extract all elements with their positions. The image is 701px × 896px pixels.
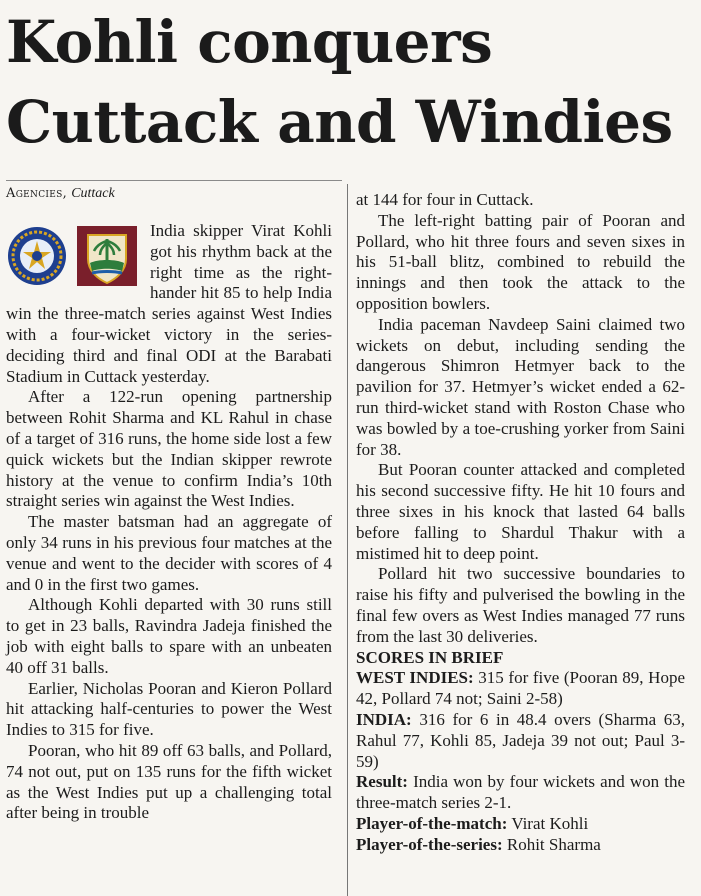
score-text: Rohit Sharma bbox=[506, 834, 601, 854]
score-text: India won by four wickets and won the three-match series 2-1. bbox=[356, 772, 685, 813]
paragraph: Although Kohli departed with 30 runs still to get in 23 balls, Ravindra Jadeja finished the job with eight balls to spare with an unbeaten 40 off 31 balls. bbox=[6, 595, 332, 677]
article-column-1 bbox=[6, 221, 332, 824]
scores-in-brief bbox=[356, 648, 685, 856]
score-west-indies bbox=[356, 668, 685, 710]
column-divider bbox=[347, 184, 348, 896]
paragraph: Pooran, who hit 89 off 63 balls, and Pollard, 74 not out, put on 135 runs for the fifth wicket as the West Indies put up a challenging total after being in trouble bbox=[6, 740, 332, 823]
player-of-the-match bbox=[356, 814, 685, 835]
paragraph: at 144 for four in Cuttack. bbox=[356, 190, 534, 209]
score-label: Player-of-the-match: bbox=[356, 813, 508, 833]
scores-heading: SCORES IN BRIEF bbox=[356, 647, 504, 667]
windies-logo-icon bbox=[76, 225, 138, 287]
player-of-the-series bbox=[356, 835, 685, 856]
headline-line-1: Kohli conquers bbox=[6, 8, 493, 76]
byline-rule bbox=[6, 180, 342, 181]
score-label: Player-of-the-series: bbox=[356, 834, 503, 854]
paragraph: Earlier, Nicholas Pooran and Kieron Pollard hit attacking half-centuries to power the West Indies to 315 for five. bbox=[6, 678, 332, 740]
score-india bbox=[356, 710, 685, 772]
paragraph: The master batsman had an aggregate of only 34 runs in his previous four matches at the venue and went to the decider with scores of 4 and 0 in the first two games. bbox=[6, 512, 332, 594]
score-label: Result: bbox=[356, 772, 408, 792]
paragraph: But Pooran counter attacked and completed his second successive fifty. He hit 10 fours and three sixes in his knock that lasted 64 balls before falling to Shardul Thakur with a mistimed hit to deep point. bbox=[356, 460, 685, 563]
score-text: 316 for 6 in 48.4 overs (Sharma 63, Rahul 77, Kohli 85, Jadeja 39 not out; Paul 3-59) bbox=[356, 709, 685, 771]
byline-agency: Agencies, bbox=[6, 186, 68, 201]
score-result bbox=[356, 772, 685, 814]
score-label: INDIA: bbox=[356, 709, 412, 729]
score-text: 315 for five (Pooran 89, Hope 42, Pollard 74 not; Saini 2-58) bbox=[356, 668, 685, 709]
paragraph: India skipper Virat Kohli got his rhythm back at the right time as the right-hander hit 85 to help India win the three-match series against West Indies with a four-wicket victory in the series-deciding third and final ODI at the Barabati Stadium in Cuttack yesterday. bbox=[6, 221, 332, 386]
byline bbox=[6, 184, 115, 204]
byline-city: Cuttack bbox=[71, 186, 115, 201]
team-logos bbox=[6, 223, 144, 291]
bcci-logo-icon bbox=[6, 225, 68, 287]
paragraph: Pollard hit two successive boundaries to raise his fifty and pulverised the bowling in the final few overs as West Indies managed 77 runs from the last 30 deliveries. bbox=[356, 564, 685, 646]
headline bbox=[6, 2, 696, 162]
headline-line-2: Cuttack and Windies bbox=[6, 88, 673, 156]
paragraph: After a 122-run opening partnership between Rohit Sharma and KL Rahul in chase of a target of 316 runs, the home side lost a few quick wickets but the Indian skipper rewrote history at the venue to confirm India’s 10th straight series win against the West Indies. bbox=[6, 387, 332, 511]
score-label: WEST INDIES: bbox=[356, 668, 474, 688]
article-column-2 bbox=[356, 190, 685, 856]
paragraph: India paceman Navdeep Saini claimed two wickets on debut, including sending the dangerous Shimron Hetmyer back to the pavilion for 37. Hetmyer’s wicket ended a 62-run third-wicket stand with Roston Chase who was bowled by a toe-crushing yorker from Saini for 38. bbox=[356, 314, 685, 459]
score-text: Virat Kohli bbox=[511, 813, 589, 833]
paragraph: The left-right batting pair of Pooran and Pollard, who hit three fours and seven sixes in his 51-ball blitz, combined to rebuild the innings and then took the attack to the opposition bowlers. bbox=[356, 210, 685, 313]
